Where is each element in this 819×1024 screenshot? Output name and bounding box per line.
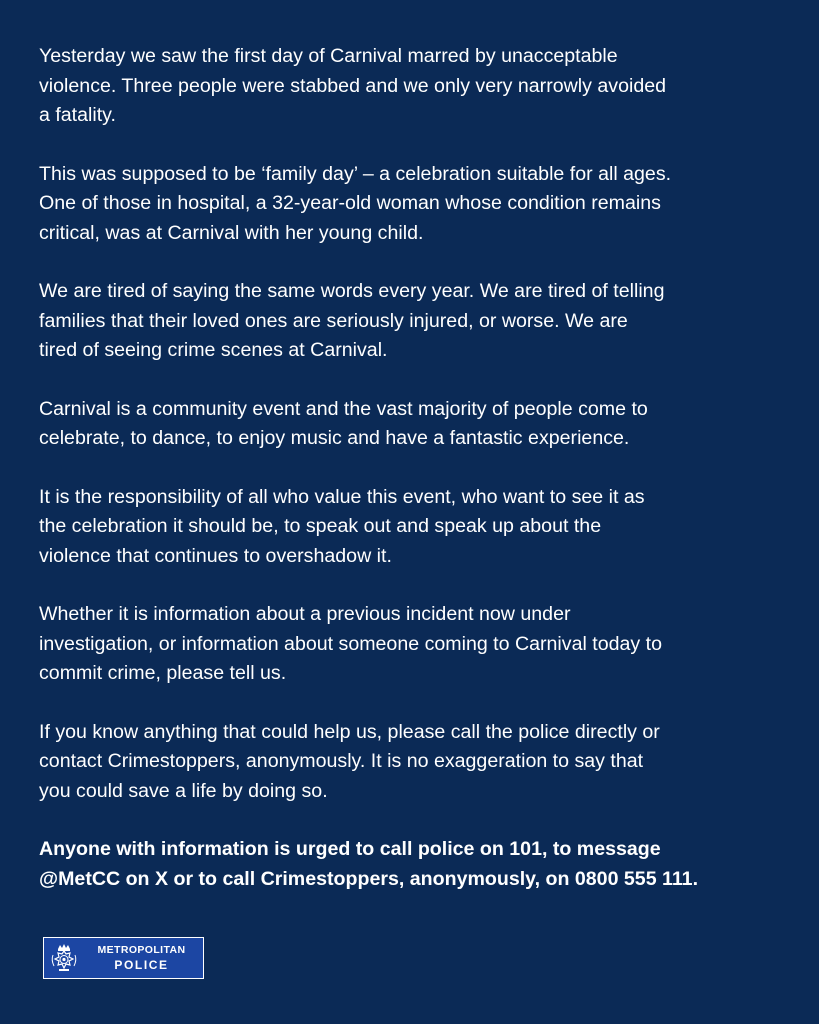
- logo-wordmark: [84, 944, 203, 972]
- metropolitan-police-logo: [43, 937, 204, 979]
- paragraph-1: Yesterday we saw the first day of Carnival marred by unacceptable violence. Three people were stabbed and we only very narrowly avoided a fatality.: [39, 45, 667, 126]
- paragraph-5: It is the responsibility of all who value this event, who want to see it as the celebration it should be, to speak out and speak up about the violence that continues to overshadow it.: [39, 485, 645, 567]
- paragraph-7: If you know anything that could help us, please call the police directly or contact Crimestoppers, anonymously. It is no exaggeration to say that you could save a life by doing so.: [39, 720, 660, 802]
- paragraph-4: Carnival is a community event and the vast majority of people come to celebrate, to dance, to enjoy music and have a fantastic experience.: [39, 397, 648, 449]
- paragraph-6: Whether it is information about a previous incident now under investigation, or information about someone coming to Carnival today to commit crime, please tell us.: [39, 603, 662, 684]
- paragraph-3: We are tired of saying the same words every year. We are tired of telling families that their loved ones are seriously injured, or worse. We are tired of seeing crime scenes at Carnival.: [39, 280, 665, 361]
- police-crest-icon: [44, 938, 84, 978]
- logo-line-metropolitan: METROPOLITAN: [97, 944, 186, 956]
- logo-line-police: POLICE: [114, 958, 169, 972]
- appeal-paragraph: Anyone with information is urged to call police on 101, to message @MetCC on X or to call Crimestoppers, anonymously, on 0800 555 111.: [39, 838, 699, 890]
- paragraph-2: This was supposed to be ‘family day’ – a celebration suitable for all ages. One of those in hospital, a 32-year-old woman whose condition remains critical, was at Carnival with her young child.: [39, 162, 672, 244]
- statement-body: [39, 42, 789, 923]
